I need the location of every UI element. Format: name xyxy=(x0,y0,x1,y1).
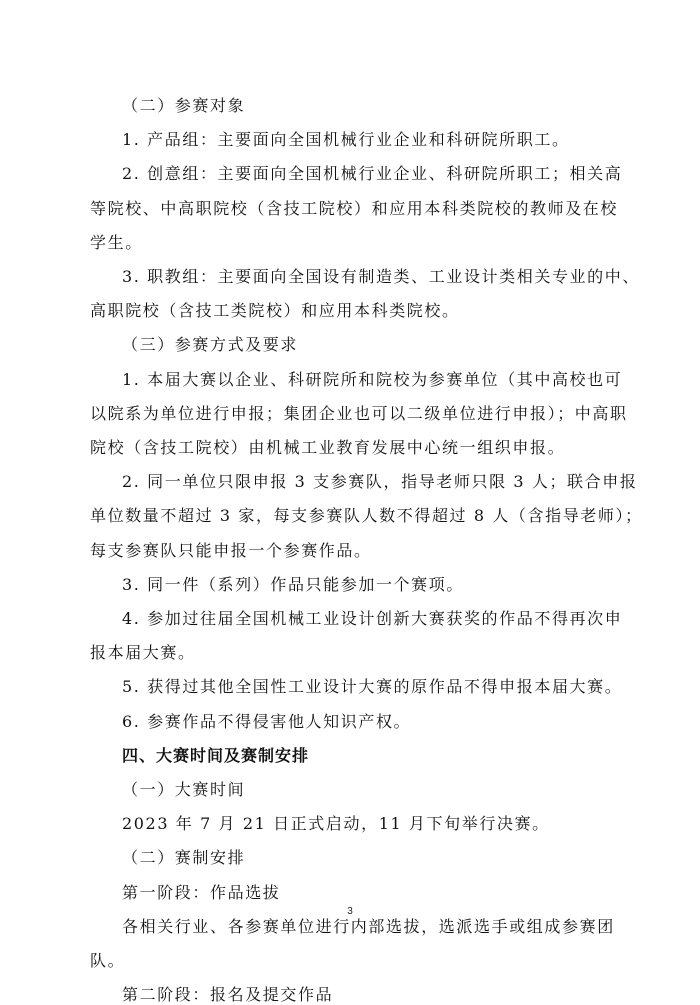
paragraph-line: 5. 获得过其他全国性工业设计大赛的原作品不得申报本届大赛。 xyxy=(122,677,623,697)
paragraph-line: 2. 同一单位只限申报 3 支参赛队，指导老师只限 3 人；联合申报 xyxy=(122,472,638,492)
paragraph-line: 2023 年 7 月 21 日正式启动，11 月下旬举行决赛。 xyxy=(122,814,550,834)
paragraph-line: 以院系为单位进行申报；集团企业也可以二级单位进行申报）；中高职 xyxy=(90,403,628,423)
paragraph-line: 4. 参加过往届全国机械工业设计创新大赛获奖的作品不得再次申 xyxy=(122,609,623,628)
paragraph-line: 等院校、中高职院校（含技工院校）和应用本科类院校的教师及在校 xyxy=(90,198,619,218)
section-heading-participants: （二）参赛对象 xyxy=(122,96,246,115)
section-heading-time: （一）大赛时间 xyxy=(122,780,246,799)
paragraph-line: 6. 参赛作品不得侵害他人知识产权。 xyxy=(122,711,412,731)
paragraph-line: 1. 产品组：主要面向全国机械行业企业和科研院所职工。 xyxy=(122,130,570,150)
paragraph-line: 院校（含技工院校）由机械工业教育发展中心统一组织申报。 xyxy=(90,438,566,457)
paragraph-line: 第一阶段：作品选拔 xyxy=(122,882,281,902)
paragraph-line: 队。 xyxy=(90,951,126,970)
section-heading-arrangement: （二）赛制安排 xyxy=(122,848,246,868)
paragraph-line: 各相关行业、各参赛单位进行内部选拔，选派选手或组成参赛团 xyxy=(122,916,615,936)
paragraph-line: 第二阶段：报名及提交作品 xyxy=(122,985,334,1005)
paragraph-line: 1. 本届大赛以企业、科研院所和院校为参赛单位（其中高校也可 xyxy=(122,369,623,389)
paragraph-line: 3. 职教组：主要面向全国设有制造类、工业设计类相关专业的中、 xyxy=(122,267,640,286)
section-heading-method: （三）参赛方式及要求 xyxy=(122,335,299,355)
page-number: 3 xyxy=(347,906,353,917)
paragraph-line: 报本届大赛。 xyxy=(90,643,196,663)
paragraph-line: 高职院校（含技工类院校）和应用本科类院校。 xyxy=(90,301,460,321)
paragraph-line: 2. 创意组：主要面向全国机械行业企业、科研院所职工；相关高 xyxy=(122,164,623,184)
paragraph-line: 每支参赛队只能申报一个参赛作品。 xyxy=(90,540,372,560)
chapter-heading-schedule: 四、大赛时间及赛制安排 xyxy=(122,745,310,765)
paragraph-line: 3. 同一件（系列）作品只能参加一个赛项。 xyxy=(122,574,464,594)
paragraph-line: 学生。 xyxy=(90,232,143,252)
paragraph-line: 单位数量不超过 3 家，每支参赛队人数不得超过 8 人（含指导老师）； xyxy=(90,506,643,526)
